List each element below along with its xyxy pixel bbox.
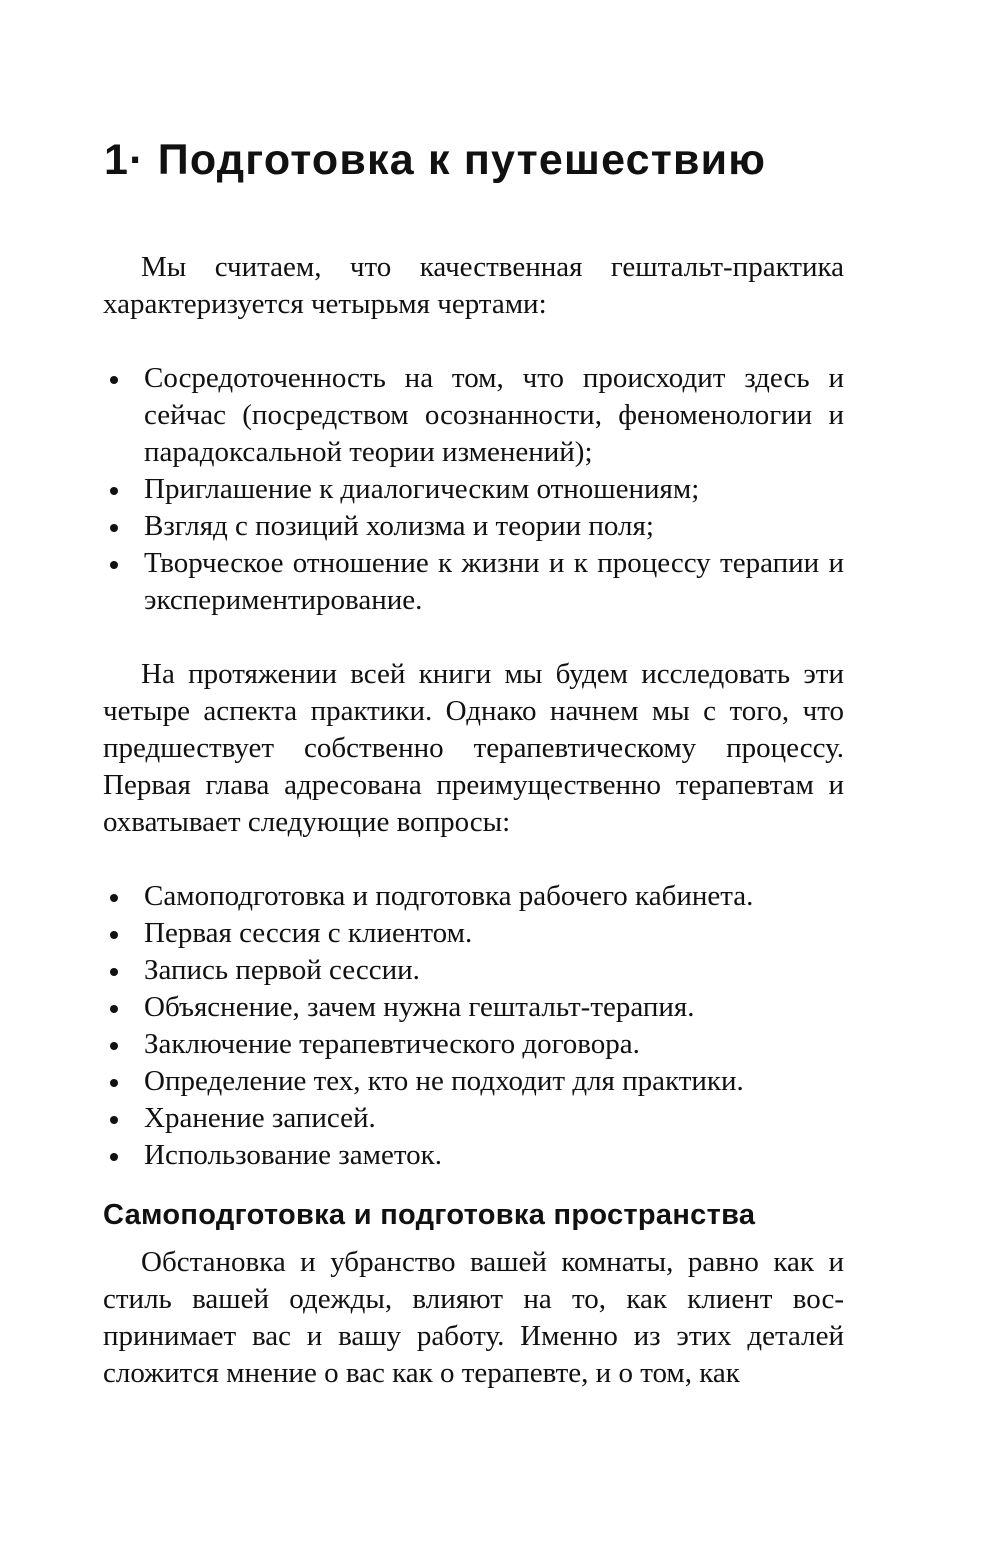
features-list — [103, 360, 844, 619]
topics-list — [103, 878, 844, 1174]
list-item: Приглашение к диалогическим отношениям; — [103, 471, 844, 508]
list-item: Использование заметок. — [103, 1137, 844, 1174]
intro-paragraph: Мы считаем, что качественная гештальт-практика характеризуется четырьмя чертами: — [103, 251, 844, 320]
list-item: Хранение записей. — [103, 1100, 844, 1137]
list-item: Самоподготовка и подготовка рабочего кабинета. — [103, 878, 844, 915]
list-item: Сосредоточенность на том, что происходит здесь и сейчас (посредством осознанности, феноменологии и парадоксальной теории изменений); — [103, 360, 844, 471]
list-item: Творческое отношение к жизни и к процессу терапии и экспериментирование. — [103, 545, 844, 619]
list-item: Взгляд с позиций холизма и теории поля; — [103, 508, 844, 545]
chapter-title: 1· Подготовка к путешествию — [104, 136, 767, 184]
section-heading: Самоподготовка и подготовка пространства — [103, 1199, 756, 1231]
list-item: Первая сессия с клиентом. — [103, 915, 844, 952]
list-item: Определение тех, кто не подходит для практики. — [103, 1063, 844, 1100]
list-item: Запись первой сессии. — [103, 952, 844, 989]
list-item: Заключение терапевтического договора. — [103, 1026, 844, 1063]
list-item: Объяснение, зачем нужна гештальт-терапия. — [103, 989, 844, 1026]
page-body — [103, 249, 844, 1392]
overview-paragraph: На протяжении всей книги мы будем исследовать эти четыре аспекта практики. Однако начнем мы с того, что предшествует собственно терапевтическому процессу. Первая глава адресована преимущественно терапевтам и охватывает следующие вопросы: — [103, 658, 844, 838]
section-paragraph: Обстановка и убранство вашей комнаты, равно как и стиль вашей одежды, влияют на то, как клиент воспринимает вас и вашу работу. Именно из этих деталей сложится мнение о вас как о терапевте, и о том, как — [103, 1246, 844, 1389]
